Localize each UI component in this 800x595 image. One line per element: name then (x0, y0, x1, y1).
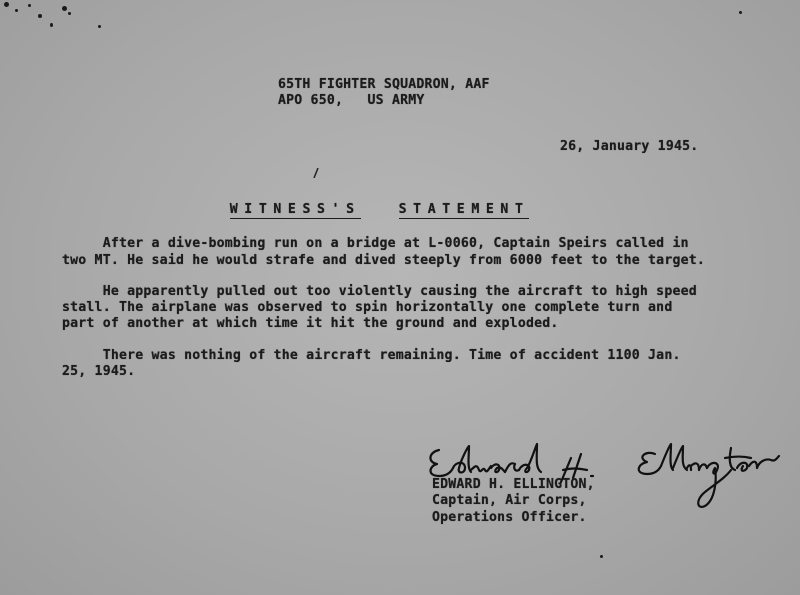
document-date: 26, January 1945. (560, 139, 699, 154)
body-paragraph-1-line-2: two MT. He said he would strafe and dived steeply from 6000 feet to the target. (62, 253, 706, 268)
signatory-name: EDWARD H. ELLINGTON, (432, 477, 595, 492)
paper-speck (28, 4, 31, 7)
paper-speck (68, 12, 71, 15)
ink-mark (312, 168, 320, 178)
body-paragraph-2-line-2: stall. The airplane was observed to spin horizontally one complete turn and (62, 300, 673, 315)
signatory-position: Operations Officer. (432, 510, 587, 525)
paper-speck (600, 555, 603, 558)
signatory-rank: Captain, Air Corps, (432, 493, 587, 508)
letterhead-line-2: APO 650, US ARMY (278, 93, 425, 108)
letterhead-line-1: 65TH FIGHTER SQUADRON, AAF (278, 77, 490, 92)
paper-speck (50, 23, 53, 27)
title-word-statement: STATEMENT (398, 202, 530, 217)
body-paragraph-2-line-3: part of another at which time it hit the ground and exploded. (62, 316, 559, 331)
document-title (198, 187, 529, 234)
paper-speck (15, 9, 18, 12)
paper-speck (38, 14, 42, 18)
paper-speck (4, 2, 9, 7)
body-paragraph-1-line-1: After a dive-bombing run on a bridge at L-0060, Captain Speirs called in (62, 236, 689, 251)
body-paragraph-3-line-1: There was nothing of the aircraft remaining. Time of accident 1100 Jan. (62, 348, 681, 363)
body-paragraph-3-line-2: 25, 1945. (62, 364, 136, 379)
paper-speck (739, 11, 742, 14)
title-word-witness: WITNESS'S (229, 202, 361, 217)
paper-speck (62, 6, 67, 11)
paper-speck (98, 25, 101, 28)
body-paragraph-2-line-1: He apparently pulled out too violently causing the aircraft to high speed (62, 284, 697, 299)
